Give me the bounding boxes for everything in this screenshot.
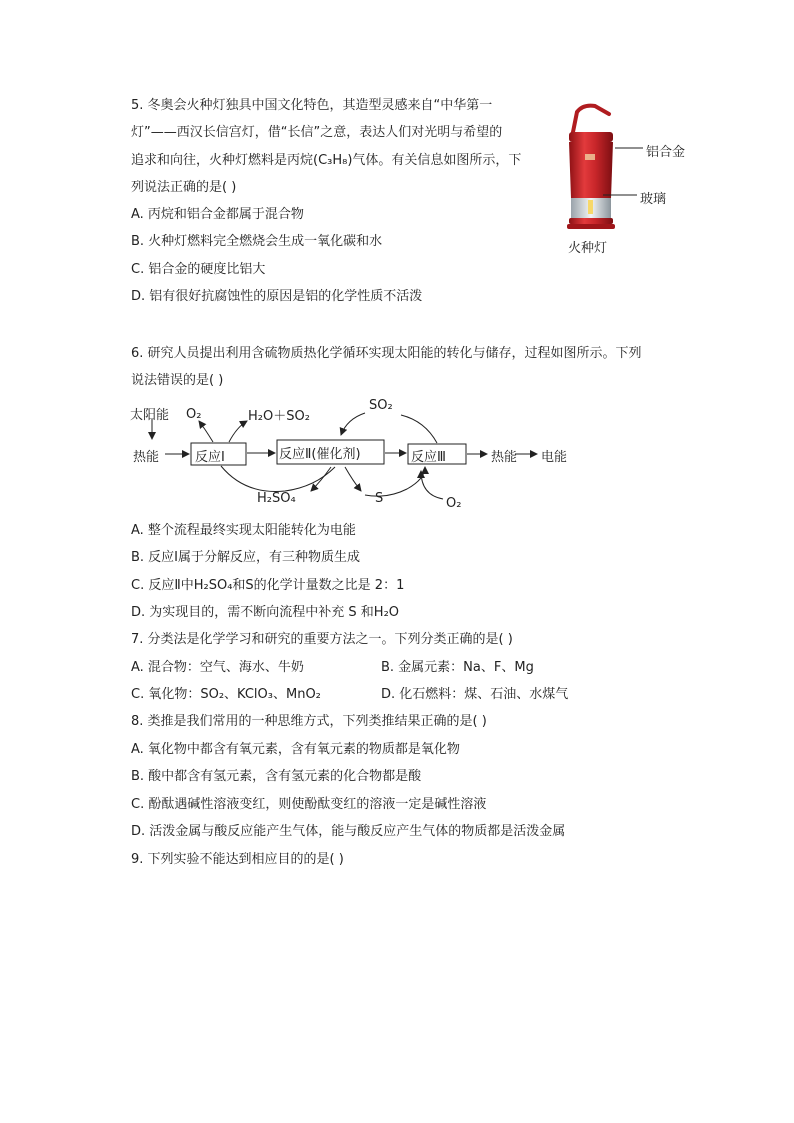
diagram-reaction-1: 反应Ⅰ bbox=[195, 450, 225, 465]
diagram-o2-output: O₂ bbox=[186, 407, 202, 422]
q5-stem-line-4: 列说法正确的是( ) bbox=[131, 180, 237, 195]
q6-option-a: A. 整个流程最终实现太阳能转化为电能 bbox=[131, 523, 356, 538]
q8-option-a: A. 氧化物中都含有氧元素，含有氧元素的物质都是氧化物 bbox=[131, 742, 460, 757]
q5-option-b: B. 火种灯燃料完全燃烧会生成一氧化碳和水 bbox=[131, 234, 383, 249]
diagram-h2o-so2: H₂O＋SO₂ bbox=[248, 409, 310, 424]
q5-stem-line-1: 5. 冬奥会火种灯独具中国文化特色，其造型灵感来自“中华第一 bbox=[131, 98, 493, 113]
diagram-heat-out: 热能 bbox=[491, 450, 518, 465]
diagram-reaction-2: 反应Ⅱ(催化剂) bbox=[279, 447, 361, 462]
q7-stem: 7. 分类法是化学学习和研究的重要方法之一。下列分类正确的是( ) bbox=[131, 632, 513, 647]
q8-stem: 8. 类推是我们常用的一种思维方式，下列类推结果正确的是( ) bbox=[131, 714, 487, 729]
q7-option-d: D. 化石燃料：煤、石油、水煤气 bbox=[381, 687, 569, 702]
diagram-so2: SO₂ bbox=[369, 398, 393, 413]
q6-option-d: D. 为实现目的，需不断向流程中补充 S 和H₂O bbox=[131, 605, 400, 620]
q5-stem-line-2: 灯”——西汉长信宫灯，借“长信”之意，表达人们对光明与希望的 bbox=[131, 125, 503, 140]
q5-option-c: C. 铝合金的硬度比铝大 bbox=[131, 262, 266, 277]
figure-caption-lamp: 火种灯 bbox=[568, 241, 608, 256]
q5-stem-line-3: 追求和向往，火种灯燃料是丙烷(C₃H₈)气体。有关信息如图所示，下 bbox=[131, 153, 522, 168]
q6-stem-line-1: 6. 研究人员提出利用含硫物质热化学循环实现太阳能的转化与储存，过程如图所示。下列 bbox=[131, 346, 642, 361]
torch-lamp-figure bbox=[555, 98, 705, 258]
diagram-o2-input: O₂ bbox=[446, 496, 462, 511]
diagram-solar-energy: 太阳能 bbox=[130, 408, 170, 423]
q9-stem: 9. 下列实验不能达到相应目的的是( ) bbox=[131, 852, 344, 867]
diagram-sulfur: S bbox=[375, 491, 384, 506]
q7-option-b: B. 金属元素：Na、F、Mg bbox=[381, 660, 534, 675]
q7-option-a: A. 混合物：空气、海水、牛奶 bbox=[131, 660, 304, 675]
q8-option-d: D. 活泼金属与酸反应能产生气体，能与酸反应产生气体的物质都是活泼金属 bbox=[131, 824, 566, 839]
q6-stem-line-2: 说法错误的是( ) bbox=[131, 373, 224, 388]
diagram-heat-in: 热能 bbox=[133, 450, 160, 465]
q6-option-c: C. 反应Ⅱ中H₂SO₄和S的化学计量数之比是 2：1 bbox=[131, 578, 405, 593]
diagram-h2so4: H₂SO₄ bbox=[257, 491, 296, 506]
label-glass: 玻璃 bbox=[640, 192, 667, 207]
q6-option-b: B. 反应Ⅰ属于分解反应，有三种物质生成 bbox=[131, 550, 361, 565]
diagram-reaction-3: 反应Ⅲ bbox=[411, 450, 446, 465]
q5-option-a: A. 丙烷和铝合金都属于混合物 bbox=[131, 207, 304, 222]
label-aluminum-alloy: 铝合金 bbox=[646, 145, 686, 160]
q5-option-d: D. 铝有很好抗腐蚀性的原因是铝的化学性质不活泼 bbox=[131, 289, 423, 304]
q8-option-c: C. 酚酞遇碱性溶液变红，则使酚酞变红的溶液一定是碱性溶液 bbox=[131, 797, 487, 812]
diagram-electric-energy: 电能 bbox=[541, 450, 568, 465]
q8-option-b: B. 酸中都含有氢元素，含有氢元素的化合物都是酸 bbox=[131, 769, 422, 784]
q7-option-c: C. 氧化物：SO₂、KClO₃、MnO₂ bbox=[131, 687, 321, 702]
